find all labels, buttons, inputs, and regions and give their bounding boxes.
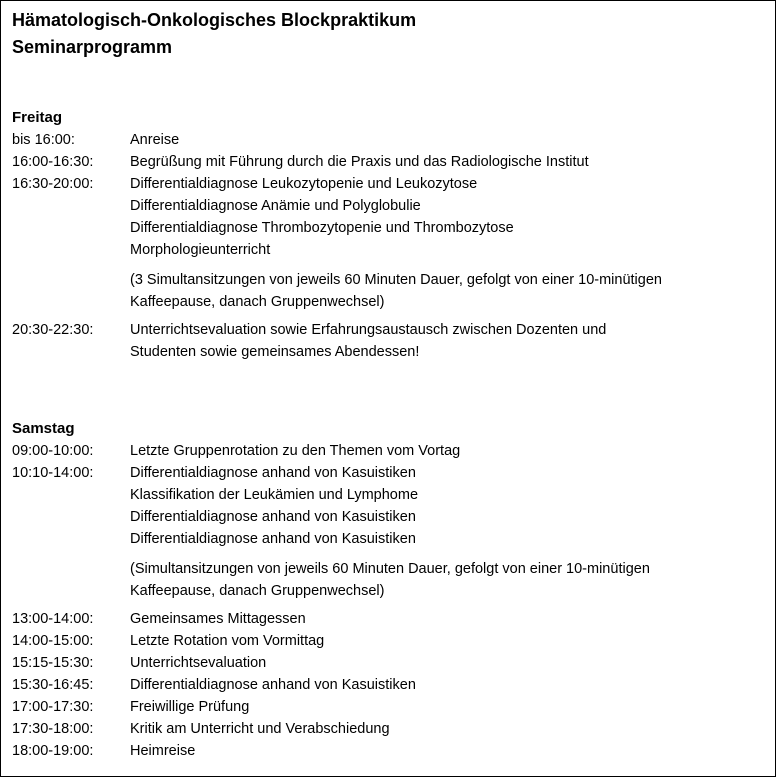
schedule-row — [12, 608, 767, 630]
schedule-row — [12, 696, 767, 718]
schedule-row — [12, 151, 767, 173]
session-note-line: Kaffeepause, danach Gruppenwechsel) — [130, 294, 385, 310]
session-note-line: (3 Simultansitzungen von jeweils 60 Minuten Dauer, gefolgt von einer 10-minütigen — [130, 272, 662, 288]
schedule-time: 15:30-16:45: — [12, 677, 94, 693]
schedule-item: Differentialdiagnose Anämie und Polyglobulie — [130, 198, 421, 214]
schedule-items — [130, 718, 767, 740]
schedule-time: 20:30-22:30: — [12, 322, 94, 338]
schedule-time: 18:00-19:00: — [12, 743, 94, 759]
schedule-item: Kritik am Unterricht und Verabschiedung — [130, 721, 390, 737]
schedule-items — [130, 462, 767, 608]
title-line-1: Hämatologisch-Onkologisches Blockpraktikum — [12, 10, 417, 30]
schedule-item: Studenten sowie gemeinsames Abendessen! — [130, 344, 420, 360]
schedule-item: Freiwillige Prüfung — [130, 699, 250, 715]
schedule-items — [130, 740, 767, 762]
day-section-friday — [12, 107, 767, 363]
schedule-item: Differentialdiagnose anhand von Kasuistiken — [130, 509, 416, 525]
schedule-item: Letzte Rotation vom Vormittag — [130, 633, 325, 649]
schedule-row — [12, 652, 767, 674]
schedule-time: 15:15-15:30: — [12, 655, 94, 671]
schedule-items — [130, 173, 767, 319]
schedule-row — [12, 740, 767, 762]
schedule-item: Anreise — [130, 132, 180, 148]
schedule-items — [130, 151, 767, 173]
schedule-item: Heimreise — [130, 743, 196, 759]
schedule-items — [130, 319, 767, 363]
schedule-list — [12, 440, 767, 762]
schedule-row — [12, 462, 767, 608]
schedule-item: Unterrichtsevaluation sowie Erfahrungsaustausch zwischen Dozenten und — [130, 322, 607, 338]
schedule-row — [12, 319, 767, 363]
session-note-line: Kaffeepause, danach Gruppenwechsel) — [130, 583, 385, 599]
schedule-time: 17:00-17:30: — [12, 699, 94, 715]
schedule-item: Gemeinsames Mittagessen — [130, 611, 306, 627]
schedule-row — [12, 674, 767, 696]
schedule-item: Begrüßung mit Führung durch die Praxis und das Radiologische Institut — [130, 154, 589, 170]
schedule-item: Differentialdiagnose Leukozytopenie und Leukozytose — [130, 176, 478, 192]
session-note — [130, 558, 767, 602]
schedule-items — [130, 440, 767, 462]
schedule-row — [12, 440, 767, 462]
schedule-item: Differentialdiagnose anhand von Kasuistiken — [130, 677, 416, 693]
schedule-row — [12, 630, 767, 652]
schedule-time: 10:10-14:00: — [12, 465, 94, 481]
schedule-list — [12, 129, 767, 363]
schedule-item: Unterrichtsevaluation — [130, 655, 267, 671]
schedule-items — [130, 652, 767, 674]
schedule-time: 14:00-15:00: — [12, 633, 94, 649]
schedule-time: 16:30-20:00: — [12, 176, 94, 192]
schedule-items — [130, 696, 767, 718]
session-note — [130, 269, 767, 313]
schedule-item: Differentialdiagnose anhand von Kasuistiken — [130, 465, 416, 481]
schedule-row — [12, 129, 767, 151]
schedule-time: bis 16:00: — [12, 132, 75, 148]
schedule-row — [12, 173, 767, 319]
schedule-time: 09:00-10:00: — [12, 443, 94, 459]
title-line-2: Seminarprogramm — [12, 37, 173, 57]
schedule-items — [130, 630, 767, 652]
document-title — [12, 7, 416, 61]
schedule-time: 17:30-18:00: — [12, 721, 94, 737]
schedule-item: Morphologieunterricht — [130, 242, 271, 258]
day-heading: Freitag — [12, 109, 63, 126]
schedule-items — [130, 129, 767, 151]
schedule-item: Differentialdiagnose Thrombozytopenie und Thrombozytose — [130, 220, 514, 236]
schedule-time: 16:00-16:30: — [12, 154, 94, 170]
day-section-saturday — [12, 418, 767, 762]
schedule-item: Letzte Gruppenrotation zu den Themen vom Vortag — [130, 443, 461, 459]
schedule-item: Differentialdiagnose anhand von Kasuistiken — [130, 531, 416, 547]
schedule-row — [12, 718, 767, 740]
schedule-item: Klassifikation der Leukämien und Lymphome — [130, 487, 419, 503]
schedule-items — [130, 608, 767, 630]
session-note-line: (Simultansitzungen von jeweils 60 Minuten Dauer, gefolgt von einer 10-minütigen — [130, 561, 650, 577]
day-heading: Samstag — [12, 420, 75, 437]
schedule-time: 13:00-14:00: — [12, 611, 94, 627]
schedule-items — [130, 674, 767, 696]
